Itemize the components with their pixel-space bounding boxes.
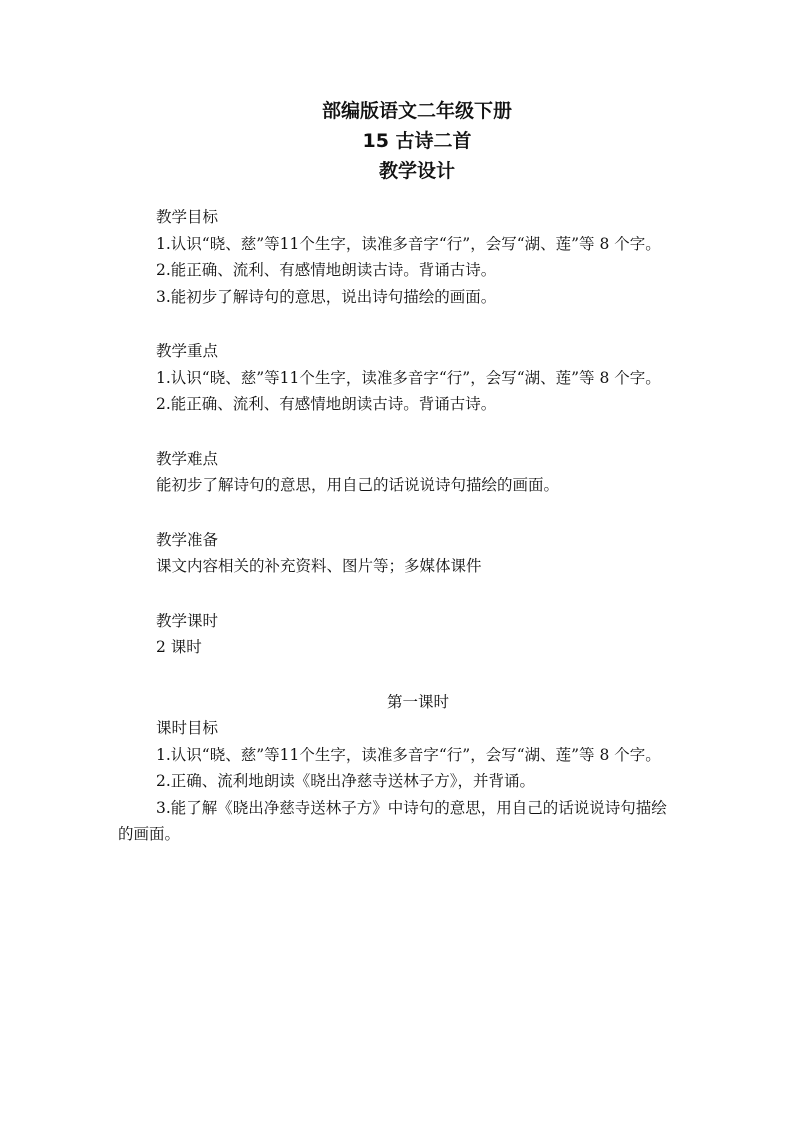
list-item: 2.能正确、流利、有感情地朗读古诗。背诵古诗。 xyxy=(156,261,497,279)
title-line-2: 15 古诗二首 xyxy=(362,130,472,152)
spacer xyxy=(118,310,678,338)
section-first-lesson xyxy=(118,689,678,848)
section-heading: 教学目标 xyxy=(156,208,219,226)
list-item: 2.正确、流利地朗读《晓出净慈寺送林子方》，并背诵。 xyxy=(156,772,536,790)
list-item: 1.认识“晓、慈”等11个生字，读准多音字“行”，会写“湖、莲”等 8 个字。 xyxy=(156,234,661,253)
section-key-points xyxy=(118,338,678,418)
list-item: 3.能初步了解诗句的意思，说出诗句描绘的画面。 xyxy=(156,287,497,306)
section-heading: 教学难点 xyxy=(156,449,219,468)
spacer xyxy=(118,418,678,446)
section-difficulties xyxy=(118,446,678,499)
spacer xyxy=(118,580,678,608)
lesson-title: 第一课时 xyxy=(386,692,449,711)
section-heading: 教学课时 xyxy=(156,611,219,630)
list-item: 1.认识“晓、慈”等11个生字，读准多音字“行”，会写“湖、莲”等 8 个字。 xyxy=(156,368,661,387)
section-periods xyxy=(118,608,678,661)
document-title xyxy=(0,96,794,186)
section-text: 2 课时 xyxy=(156,638,202,656)
spacer xyxy=(118,499,678,527)
section-heading: 教学重点 xyxy=(156,342,219,360)
title-line-3: 教学设计 xyxy=(378,160,455,182)
list-item: 3.能了解《晓出净慈寺送林子方》中诗句的意思，用自己的话说说诗句描绘的画面。 xyxy=(118,798,667,843)
section-preparation xyxy=(118,527,678,580)
section-heading: 课时目标 xyxy=(156,719,219,737)
section-text: 课文内容相关的补充资料、图片等；多媒体课件 xyxy=(156,557,482,575)
section-objectives xyxy=(118,204,678,310)
list-item: 2.能正确、流利、有感情地朗读古诗。背诵古诗。 xyxy=(156,395,497,413)
spacer xyxy=(118,661,678,689)
title-line-1: 部编版语文二年级下册 xyxy=(321,100,512,122)
section-heading: 教学准备 xyxy=(156,530,219,549)
section-text: 能初步了解诗句的意思，用自己的话说说诗句描绘的画面。 xyxy=(156,476,560,494)
document-body xyxy=(118,204,678,848)
list-item: 1.认识“晓、慈”等11个生字，读准多音字“行”，会写“湖、莲”等 8 个字。 xyxy=(156,745,661,764)
